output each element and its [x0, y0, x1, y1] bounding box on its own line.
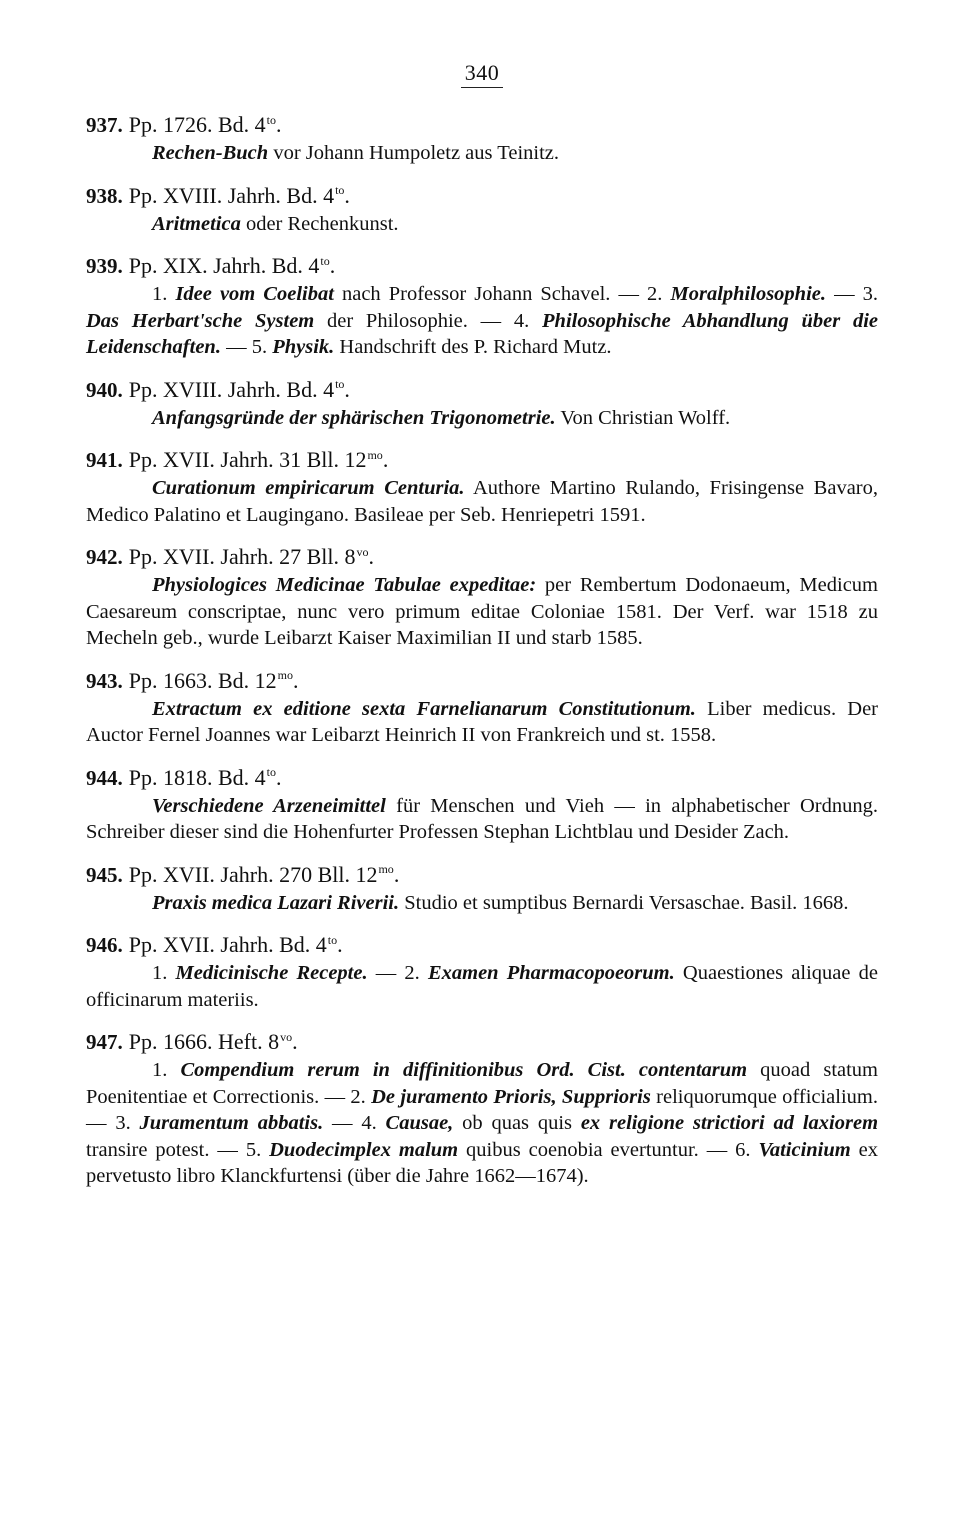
title-text: Curationum empiricarum Centuria. — [152, 477, 465, 499]
catalog-page — [86, 60, 878, 1204]
page-number: 340 — [86, 60, 878, 88]
entry-number: 945. — [86, 862, 123, 887]
heading-period: . — [292, 1029, 298, 1054]
format-superscript: vo — [356, 544, 369, 559]
catalog-entry — [86, 763, 878, 846]
entry-description: Pp. XVII. Jahrh. 31 Bll. 12 — [128, 447, 367, 472]
body-text: 1. — [152, 283, 176, 305]
body-text: oder Rechenkunst. — [240, 212, 399, 235]
heading-period: . — [329, 253, 336, 278]
heading-period: . — [368, 544, 374, 569]
entry-body — [86, 281, 878, 361]
body-text: Studio et sumptibus Bernardi Versaschae. Basil. 1668. — [399, 891, 849, 914]
body-text: per Rembertum Dodonaeum, Medicum Caesareum conscriptae, nunc vero primum editae Coloniae 1581. Der Verf. war 1518 zu Mecheln geb., wurde Leibarzt Kaiser Maximilian II und starb 1585. — [86, 574, 878, 649]
heading-period: . — [393, 861, 400, 887]
entry-heading — [86, 542, 878, 572]
title-text: Anfangsgründe der sphärischen Trigonometrie. — [152, 406, 556, 429]
title-text: Verschiedene Arzeneimittel — [152, 794, 386, 817]
body-text: vor Johann Humpoletz aus Teinitz. — [268, 142, 560, 164]
title-text: Aritmetica — [152, 212, 241, 235]
format-superscript: mo — [277, 668, 294, 683]
title-text: Philosophische Abhandlung über die Leidenschaften. — [86, 309, 878, 358]
entry-description: Pp. XVIII. Jahrh. Bd. 4 — [128, 182, 335, 208]
entry-body — [86, 1057, 878, 1190]
title-text: Physiologices Medicinae Tabulae expeditae: — [152, 574, 537, 596]
title-text: Juramentum abbatis. — [139, 1112, 324, 1134]
entry-heading — [86, 860, 878, 890]
entry-number: 939. — [86, 254, 123, 278]
body-text: transire potest. — 5. — [86, 1138, 270, 1161]
catalog-entry — [86, 666, 878, 749]
entry-heading — [86, 763, 878, 793]
entry-number: 943. — [86, 668, 123, 693]
entry-number: 940. — [86, 377, 123, 402]
catalog-entry — [86, 542, 878, 652]
entry-description: Pp. XIX. Jahrh. Bd. 4 — [128, 253, 320, 278]
body-text: Von Christian Wolff. — [555, 406, 731, 429]
title-text: ex religione strictiori ad laxiorem — [580, 1112, 879, 1134]
entry-heading — [86, 181, 878, 211]
catalog-entry — [86, 1027, 878, 1190]
body-text: reliquorumque officialium. — 3. — [86, 1085, 878, 1134]
entry-body — [86, 793, 878, 846]
entry-body — [86, 475, 878, 528]
body-text: Quaestiones aliquae de officinarum materiis. — [86, 962, 878, 1011]
heading-period: . — [344, 376, 350, 402]
entry-heading — [86, 375, 878, 405]
heading-period: . — [382, 447, 389, 472]
body-text: ex pervetusto libro Klanckfurtensi (über die Jahre 1662—1674). — [86, 1138, 878, 1187]
entry-description: Pp. XVII. Jahrh. 270 Bll. 12 — [128, 861, 378, 887]
entry-heading — [86, 445, 878, 475]
catalog-entry — [86, 251, 878, 361]
entry-heading — [86, 251, 878, 281]
entry-heading — [86, 110, 878, 140]
entry-number: 944. — [86, 765, 123, 790]
entry-description: Pp. XVIII. Jahrh. Bd. 4 — [128, 376, 335, 402]
body-text: quoad statum Poenitentiae et Correctionis. — 2. — [86, 1059, 879, 1108]
heading-period: . — [337, 932, 343, 957]
title-text: Duodecimplex malum — [269, 1138, 459, 1161]
entry-description: Pp. 1663. Bd. 12 — [128, 667, 277, 693]
body-text: — 2. — [367, 962, 428, 984]
entry-number: 938. — [86, 183, 123, 208]
entry-body — [86, 960, 878, 1013]
entry-body — [86, 890, 878, 917]
format-superscript: mo — [378, 862, 394, 877]
heading-period: . — [293, 667, 299, 693]
entry-list — [86, 110, 878, 1190]
body-text: Authore Martino Rulando, Frisingense Bavaro, Medico Palatino et Laugingano. Basileae per Seb. Henriepetri 1591. — [86, 477, 878, 526]
title-text: Extractum ex editione sexta Farnelianarum Constitutionum. — [152, 697, 696, 720]
title-text: De juramento Prioris, Supprioris — [371, 1085, 651, 1108]
format-superscript: mo — [367, 447, 383, 462]
format-superscript: to — [320, 253, 330, 268]
body-text: quibus coenobia evertuntur. — 6. — [458, 1138, 759, 1161]
format-superscript: to — [266, 765, 277, 780]
entry-number: 941. — [86, 448, 123, 472]
entry-body — [86, 140, 878, 167]
entry-description: Pp. XVII. Jahrh. Bd. 4 — [128, 932, 327, 957]
format-superscript: to — [335, 183, 345, 198]
entry-heading — [86, 1027, 878, 1057]
entry-number: 946. — [86, 933, 123, 957]
entry-number: 947. — [86, 1030, 123, 1054]
title-text: Rechen-Buch — [152, 142, 269, 164]
body-text: für Menschen und Vieh — in alphabetischer Ordnung. Schreiber dieser sind die Hohenfurter Professen Stephan Lichtblau und Desider Zach. — [86, 794, 878, 843]
entry-body — [86, 211, 878, 238]
format-superscript: vo — [280, 1029, 293, 1044]
format-superscript: to — [335, 377, 345, 392]
catalog-entry — [86, 860, 878, 917]
entry-description: Pp. 1818. Bd. 4 — [128, 764, 266, 790]
entry-body — [86, 572, 878, 652]
entry-description: Pp. 1666. Heft. 8 — [128, 1029, 280, 1054]
title-text: Physik. — [272, 336, 335, 358]
title-text: Medicinische Recepte. — [175, 962, 368, 984]
title-text: Moralphilosophie. — [670, 283, 826, 305]
heading-period: . — [344, 182, 350, 208]
body-text: nach Professor Johann Schavel. — 2. — [333, 283, 671, 305]
title-text: Vaticinium — [758, 1138, 851, 1161]
entry-number: 942. — [86, 545, 123, 569]
entry-heading — [86, 930, 878, 960]
entry-description: Pp. 1726. Bd. 4 — [128, 112, 266, 137]
heading-period: . — [276, 764, 282, 790]
title-text: Praxis medica Lazari Riverii. — [152, 891, 400, 914]
format-superscript: to — [327, 932, 338, 947]
body-text: ob quas quis — [453, 1112, 581, 1134]
entry-description: Pp. XVII. Jahrh. 27 Bll. 8 — [128, 544, 356, 569]
title-text: Causae, — [385, 1112, 454, 1134]
body-text: der Philosophie. — 4. — [314, 309, 543, 332]
title-text: Examen Pharmacopoeorum. — [427, 962, 675, 984]
catalog-entry — [86, 181, 878, 238]
catalog-entry — [86, 930, 878, 1013]
body-text: Handschrift des P. Richard Mutz. — [334, 336, 612, 358]
title-text: Compendium rerum in diffinitionibus Ord. Cist. contentarum — [180, 1059, 748, 1081]
catalog-entry — [86, 445, 878, 528]
title-text: Das Herbart'sche System — [86, 309, 315, 332]
entry-number: 937. — [86, 113, 123, 137]
entry-heading — [86, 666, 878, 696]
heading-period: . — [276, 112, 282, 137]
catalog-entry — [86, 110, 878, 167]
body-text: Liber medicus. Der Auctor Fernel Joannes war Leibarzt Heinrich II von Frankreich und st. 1558. — [86, 697, 878, 746]
body-text: — 5. — [220, 336, 273, 358]
entry-body — [86, 696, 878, 749]
body-text: — 4. — [323, 1112, 386, 1134]
body-text: 1. — [152, 962, 176, 984]
catalog-entry — [86, 375, 878, 432]
title-text: Idee vom Coelibat — [175, 283, 334, 305]
format-superscript: to — [266, 112, 277, 127]
body-text: 1. — [152, 1059, 181, 1081]
entry-body — [86, 405, 878, 432]
body-text: — 3. — [826, 283, 879, 305]
